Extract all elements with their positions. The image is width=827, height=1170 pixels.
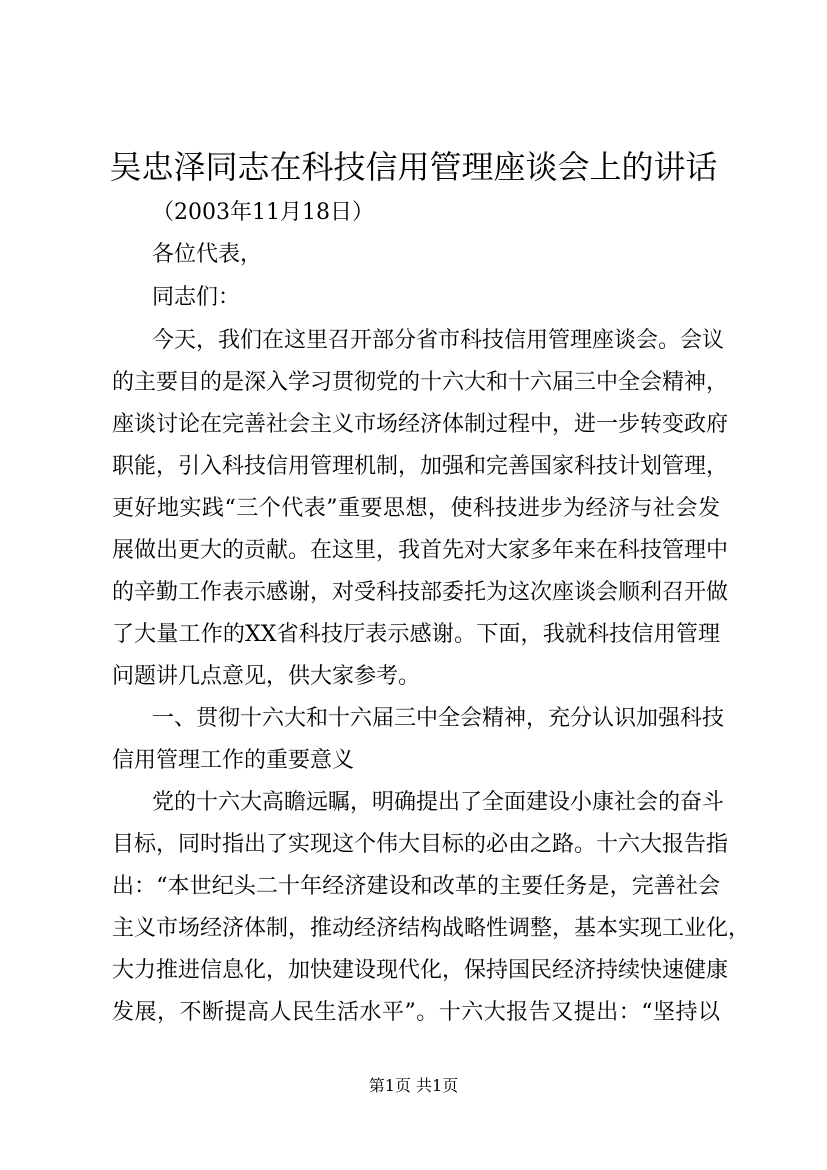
salutation-representatives: 各位代表， — [152, 242, 263, 267]
paragraph-line: 党的十六大高瞻远瞩，明确提出了全面建设小康社会的奋斗 — [152, 790, 725, 815]
document-title: 吴忠泽同志在科技信用管理座谈会上的讲话 — [109, 148, 718, 186]
paragraph-line: 大力推进信息化，加快建设现代化，保持国民经济持续快速健康 — [112, 958, 729, 983]
section-heading-line: 一、贯彻十六大和十六届三中全会精神，充分认识加强科技 — [152, 706, 725, 731]
paragraph-line: 的主要目的是深入学习贯彻党的十六大和十六届三中全会精神， — [112, 370, 729, 395]
paragraph-line: 主义市场经济体制，推动经济结构战略性调整，基本实现工业化， — [112, 916, 751, 941]
paragraph-line: 的辛勤工作表示感谢，对受科技部委托为这次座谈会顺利召开做 — [112, 580, 729, 605]
paragraph-line: 问题讲几点意见，供大家参考。 — [112, 664, 421, 689]
page-number-footer: 第1页 共1页 — [368, 1076, 459, 1095]
paragraph-line: 目标，同时指出了实现这个伟大目标的必由之路。十六大报告指 — [112, 832, 729, 857]
paragraph-line: 更好地实践“三个代表”重要思想，使科技进步为经济与社会发 — [112, 496, 720, 521]
speech-date: （2003年11月18日） — [152, 200, 374, 225]
paragraph-line: 了大量工作的XX省科技厅表示感谢。下面，我就科技信用管理 — [112, 622, 720, 647]
paragraph-line: 今天，我们在这里召开部分省市科技信用管理座谈会。会议 — [152, 328, 725, 353]
paragraph-line: 出：“本世纪头二十年经济建设和改革的主要任务是，完善社会 — [112, 874, 720, 899]
paragraph-line: 发展，不断提高人民生活水平”。十六大报告又提出：“坚持以 — [112, 1000, 720, 1025]
salutation-comrades: 同志们： — [152, 285, 241, 310]
paragraph-line: 职能，引入科技信用管理机制，加强和完善国家科技计划管理， — [112, 454, 729, 479]
paragraph-line: 座谈讨论在完善社会主义市场经济体制过程中，进一步转变政府 — [112, 412, 729, 437]
section-heading-line: 信用管理工作的重要意义 — [112, 748, 355, 773]
paragraph-line: 展做出更大的贡献。在这里，我首先对大家多年来在科技管理中 — [112, 538, 729, 563]
